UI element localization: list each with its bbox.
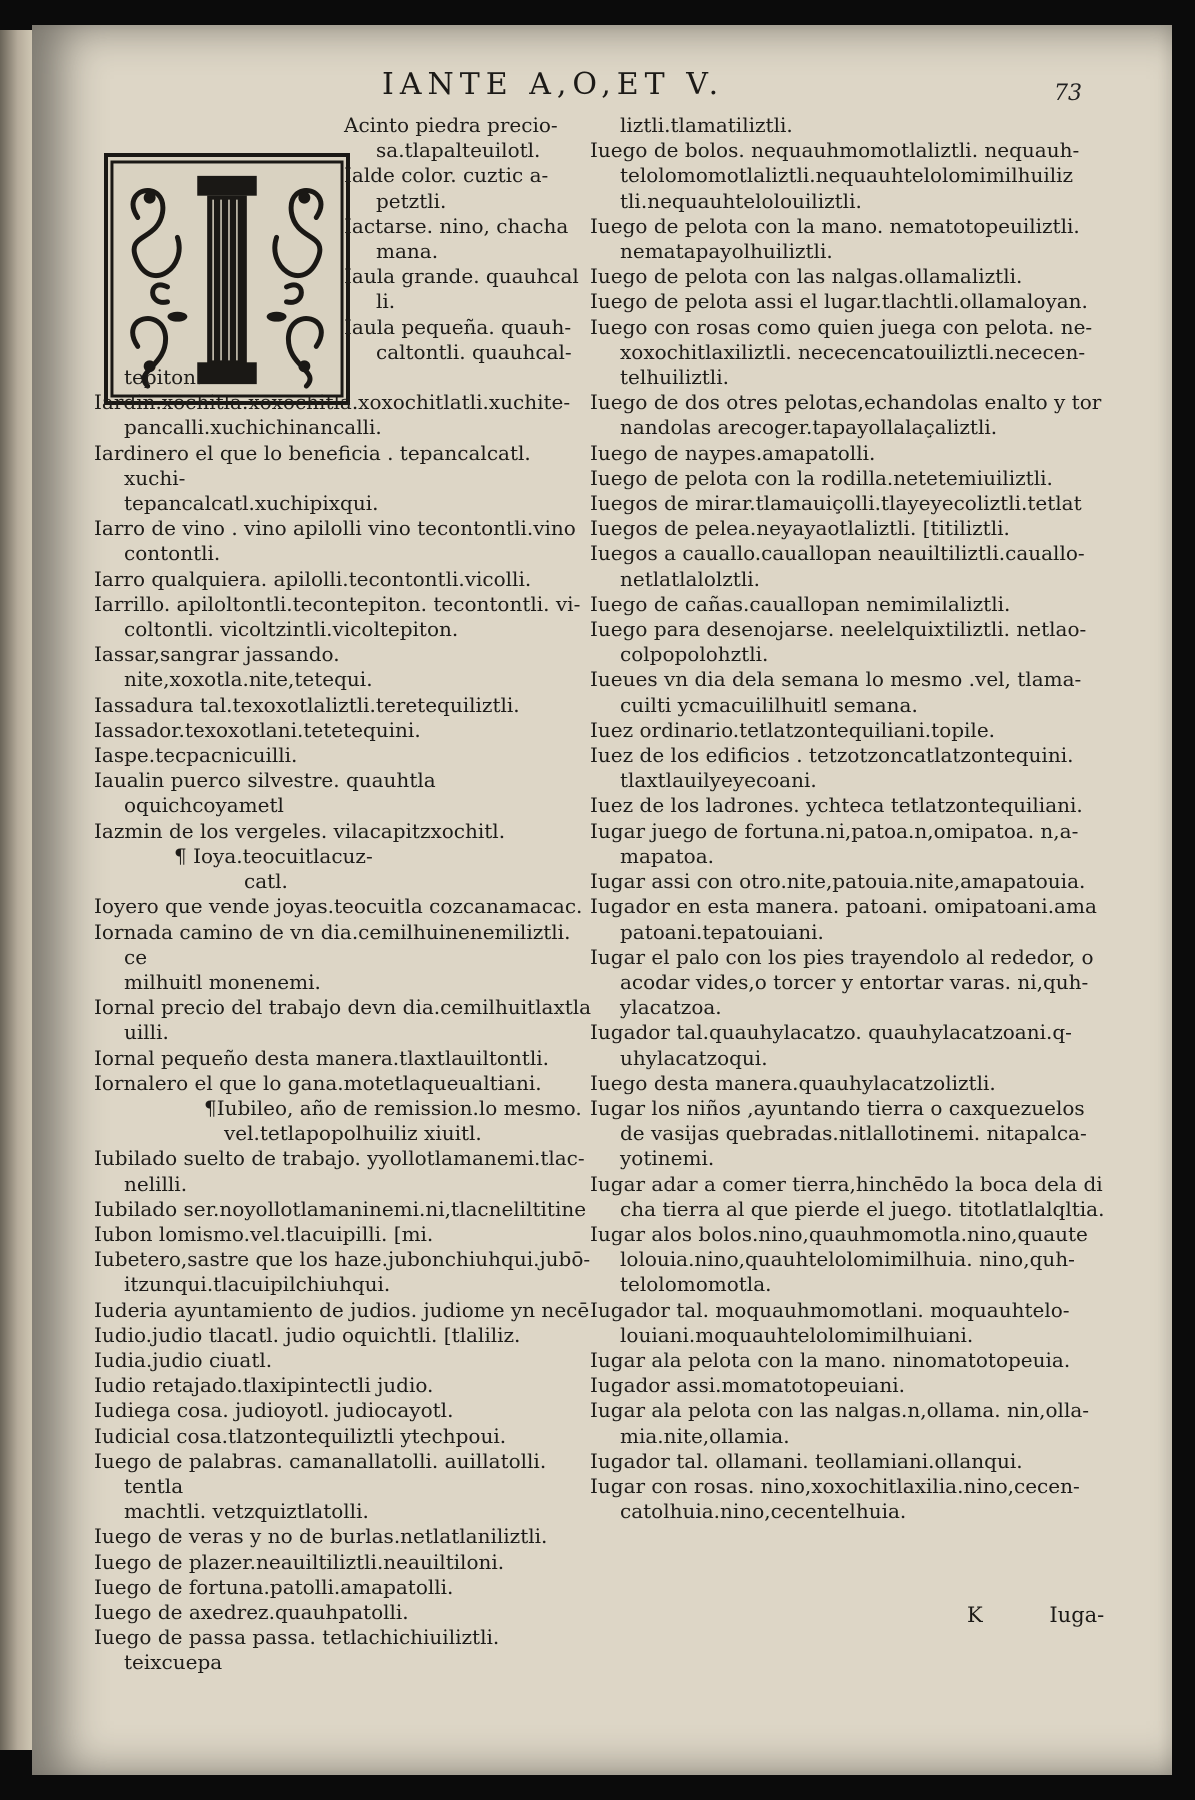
dictionary-entry: Iuez de los edificios . tetzotzoncatlatzontequini. [590, 743, 1074, 768]
dictionary-entry: Iuego de palabras. camanallatolli. auillatolli. tentla [94, 1448, 547, 1498]
dictionary-entry: Iazmin de los vergeles. vilacapitzxochitl. [94, 818, 506, 843]
dictionary-entry: catl. [244, 869, 288, 894]
book-page [32, 25, 1172, 1775]
dictionary-entry: Iugar adar a comer tierra,hinchēdo la boca dela di [590, 1171, 1103, 1196]
dictionary-entry: Iugar el palo con los pies trayendolo al rededor, o [590, 944, 1094, 969]
dictionary-entry: telolomomotlaliztli.nequauhtelolomimilhuiliz [620, 163, 1074, 188]
dictionary-entry: Iardinero el que lo beneficia . tepancalcatl. xuchi- [94, 440, 531, 490]
dictionary-entry: Iugar los niños ,ayuntando tierra o caxquezuelos [590, 1095, 1085, 1120]
dictionary-entry: Iuego de pelota con las nalgas.ollamaliztli. [590, 264, 1023, 289]
dictionary-entry: Iugar assi con otro.nite,patouia.nite,amapatouia. [590, 869, 1086, 894]
catchwords [967, 1603, 1104, 1627]
dictionary-entry: Iugar ala pelota con las nalgas.n,ollama. nin,olla- [590, 1398, 1090, 1423]
dictionary-entry: cuilti ycmacuililhuitl semana. [620, 692, 918, 717]
dictionary-entry: Iubon lomismo.vel.tlacuipilli. [mi. [94, 1221, 434, 1246]
dictionary-entry: Iugar ala pelota con la mano. ninomatotopeuia. [590, 1347, 1071, 1372]
dictionary-entry: sa.tlapalteuilotl. [376, 138, 541, 163]
dictionary-entry: patoani.tepatouiani. [620, 919, 824, 944]
dictionary-entry: Iuego para desenojarse. neelelquixtiliztli. netlao- [590, 617, 1087, 642]
dictionary-entry: Iuego con rosas como quien juega con pelota. ne- [590, 314, 1093, 339]
dictionary-entry: Iugador tal. ollamani. teollamiani.ollanqui. [590, 1448, 1023, 1473]
dictionary-entry: Iudia.judio ciuatl. [94, 1347, 273, 1372]
dictionary-entry: Iudiega cosa. judioyotl. judiocayotl. [94, 1398, 454, 1423]
dictionary-entry: milhuitl monenemi. [124, 969, 321, 994]
dictionary-entry: Iuegos de pelea.neyayaotlaliztli. [titiliztli. [590, 516, 1010, 541]
dictionary-entry: colpopolohztli. [620, 642, 769, 667]
dictionary-entry: Iudicial cosa.tlatzontequiliztli ytechpoui. [94, 1423, 507, 1448]
dictionary-entry: Iaualin puerco silvestre. quauhtla oquichcoyametl [94, 768, 436, 818]
dictionary-entry: contontli. [124, 541, 221, 566]
dictionary-entry: Iaula pequeña. quauh- [344, 314, 572, 339]
dictionary-entry: Iuego de pelota con la rodilla.netetemiuiliztli. [590, 465, 1053, 490]
dictionary-entry: Iubetero,sastre que los haze.jubonchiuhqui.jubō- [94, 1247, 591, 1272]
dictionary-entry: louiani.moquauhtelolomimilhuiani. [620, 1322, 974, 1347]
dictionary-entry: nelilli. [124, 1171, 188, 1196]
right-column [590, 113, 1120, 1524]
dictionary-entry: Iassar,sangrar jassando. nite,xoxotla.nite,tetequi. [94, 642, 373, 692]
left-column [94, 113, 594, 1676]
dictionary-entry: Iugador tal. moquauhmomotlani. moquauhtelo- [590, 1297, 1070, 1322]
dictionary-entry: nandolas arecoger.tapayollalaçaliztli. [620, 415, 998, 440]
dictionary-entry: Iuego de naypes.amapatolli. [590, 440, 876, 465]
previous-page-edge [0, 30, 32, 1750]
dictionary-entry: Ialde color. cuztic a- [344, 163, 549, 188]
dictionary-entry: Iugador en esta manera. patoani. omipatoani.ama [590, 894, 1097, 919]
dictionary-entry: de vasijas quebradas.nitlallotinemi. nitapalca- [620, 1121, 1087, 1146]
dictionary-entry: acodar vides,o torcer y entortar varas. ni,quh- [620, 969, 1089, 994]
dictionary-entry: Iuego de bolos. nequauhmomotlaliztli. nequauh- [590, 138, 1080, 163]
dictionary-entry: Iuego de veras y no de burlas.netlatlaniliztli. [94, 1524, 548, 1549]
dictionary-entry: Iuegos de mirar.tlamauiçolli.tlayeyecoliztli.tetlat [590, 491, 1082, 516]
folio-number: 73 [1054, 81, 1082, 106]
dictionary-entry: liztli.tlamatiliztli. [620, 113, 793, 137]
dictionary-entry: Iarro de vino . vino apilolli vino tecontontli.vino [94, 516, 576, 541]
dictionary-entry: Iarro qualquiera. apilolli.tecontontli.vicolli. [94, 566, 532, 591]
dictionary-entry: Iudio retajado.tlaxipintectli judio. [94, 1373, 434, 1398]
dictionary-entry: caltontli. quauhcal- [376, 339, 572, 364]
dictionary-entry: mana. [376, 239, 439, 264]
dictionary-entry: Iubilado ser.noyollotlamaninemi.ni,tlacneliltitine [94, 1196, 587, 1221]
dictionary-entry: Iubilado suelto de trabajo. yyollotlamanemi.tlac- [94, 1146, 585, 1171]
dictionary-entry: telolomomotla. [620, 1272, 772, 1297]
dictionary-entry: petztli. [376, 188, 447, 213]
dictionary-entry: Iueues vn dia dela semana lo mesmo .vel, tlama- [590, 667, 1082, 692]
dictionary-entry: Iugador tal.quauhylacatzo. quauhylacatzoani.q- [590, 1020, 1072, 1045]
dictionary-entry: Iugador assi.momatotopeuiani. [590, 1373, 905, 1398]
dictionary-entry: Acinto piedra precio- [344, 113, 558, 137]
dictionary-entry: li. [376, 289, 396, 314]
dictionary-entry: cha tierra al que pierde el juego. titotlatlalqltia. [620, 1196, 1105, 1221]
dictionary-entry: Iuego de dos otres pelotas,echandolas enalto y tor [590, 390, 1102, 415]
dictionary-entry: Iuez ordinario.tetlatzontequiliani.topile. [590, 717, 996, 742]
dictionary-entry: Iugar con rosas. nino,xoxochitlaxilia.nino,cecen- [590, 1473, 1080, 1498]
dictionary-entry: Iornal pequeño desta manera.tlaxtlauiltontli. [94, 1045, 549, 1070]
dictionary-entry: tepancalcatl.xuchipixqui. [124, 491, 379, 516]
dictionary-entry: ¶Iubileo, año de remission.lo mesmo. [204, 1095, 582, 1120]
dictionary-entry: telhuiliztli. [620, 365, 729, 390]
dictionary-entry: Iassadura tal.texoxotlaliztli.teretequiliztli. [94, 692, 520, 717]
dictionary-entry: Iuderia ayuntamiento de judios. judiome yn necē [94, 1297, 590, 1322]
dictionary-entry: Iaula grande. quauhcal [344, 264, 579, 289]
dictionary-entry: Iornada camino de vn dia.cemilhuinenemiliztli. ce [94, 919, 571, 969]
dictionary-entry: machtli. vetzquiztlatolli. [124, 1499, 369, 1524]
dictionary-entry: Iuego de fortuna.patolli.amapatolli. [94, 1574, 454, 1599]
dictionary-entry: Iuez de los ladrones. ychteca tetlatzontequiliani. [590, 793, 1083, 818]
dictionary-entry: Iuegos a cauallo.cauallopan neauiltiliztli.cauallo- [590, 541, 1085, 566]
dictionary-entry: coltontli. vicoltzintli.vicoltepiton. [124, 617, 459, 642]
dictionary-entry: Iugar juego de fortuna.ni,patoa.n,omipatoa. n,a- [590, 818, 1079, 843]
dictionary-entry: ¶ Ioya.teocuitlacuz- [174, 843, 373, 868]
running-head: IANTE A,O,ET V. [382, 67, 725, 102]
dictionary-entry: mia.nite,ollamia. [620, 1423, 790, 1448]
dictionary-entry: ylacatzoa. [620, 995, 722, 1020]
dictionary-entry: Iornal precio del trabajo devn dia.cemilhuitlaxtla [94, 995, 592, 1020]
dictionary-entry: tli.nequauhtelolouiliztli. [620, 188, 862, 213]
dictionary-entry: nematapayolhuiliztli. [620, 239, 833, 264]
dictionary-entry: Iuego de cañas.cauallopan nemimilaliztli. [590, 591, 1011, 616]
dictionary-entry: Iuego de passa passa. tetlachichiuiliztli. teixcuepa [94, 1625, 500, 1675]
dictionary-entry: tlaxtlauilyeyecoani. [620, 768, 817, 793]
dictionary-entry: netlatlalolztli. [620, 566, 760, 591]
dictionary-entry: Iardin.xochitla.xoxochitla.xoxochitlatli.xuchite- [94, 390, 571, 415]
dictionary-entry: Iornalero el que lo gana.motetlaqueualtiani. [94, 1070, 542, 1095]
dictionary-entry: Iactarse. nino, chacha [344, 213, 569, 238]
dictionary-entry: mapatoa. [620, 843, 714, 868]
dictionary-entry: tepiton. [124, 365, 203, 390]
dictionary-entry: xoxochitlaxiliztli. nececencatouiliztli.nececen- [620, 339, 1086, 364]
dictionary-entry: pancalli.xuchichinancalli. [124, 415, 382, 440]
dictionary-entry: Iassador.texoxotlani.tetetequini. [94, 717, 421, 742]
catchword: Iuga- [1049, 1603, 1105, 1627]
signature-mark: K [967, 1603, 983, 1627]
dictionary-entry: Iuego de axedrez.quauhpatolli. [94, 1599, 409, 1624]
dictionary-entry: uhylacatzoqui. [620, 1045, 768, 1070]
dictionary-entry: Iuego de plazer.neauiltiliztli.neauiltiloni. [94, 1549, 505, 1574]
dictionary-entry: Ioyero que vende joyas.teocuitla cozcanamacac. [94, 894, 583, 919]
dictionary-entry: Iarrillo. apiloltontli.tecontepiton. tecontontli. vi- [94, 591, 581, 616]
dictionary-entry: catolhuia.nino,cecentelhuia. [620, 1499, 907, 1524]
dictionary-entry: Iaspe.tecpacnicuilli. [94, 743, 298, 768]
dictionary-entry: Iugar alos bolos.nino,quauhmomotla.nino,quaute [590, 1221, 1088, 1246]
dictionary-entry: Iuego de pelota assi el lugar.tlachtli.ollamaloyan. [590, 289, 1088, 314]
dictionary-entry: yotinemi. [620, 1146, 715, 1171]
dictionary-entry: Iudio.judio tlacatl. judio oquichtli. [tlaliliz. [94, 1322, 521, 1347]
dictionary-entry: uilli. [124, 1020, 169, 1045]
dictionary-entry: vel.tetlapopolhuiliz xiuitl. [224, 1121, 482, 1146]
dictionary-entry: Iuego de pelota con la mano. nematotopeuiliztli. [590, 213, 1080, 238]
dictionary-entry: Iuego desta manera.quauhylacatzoliztli. [590, 1070, 996, 1095]
dictionary-entry: itzunqui.tlacuipilchiuhqui. [124, 1272, 391, 1297]
dictionary-entry: lolouia.nino,quauhtelolomimilhuia. nino,quh- [620, 1247, 1075, 1272]
